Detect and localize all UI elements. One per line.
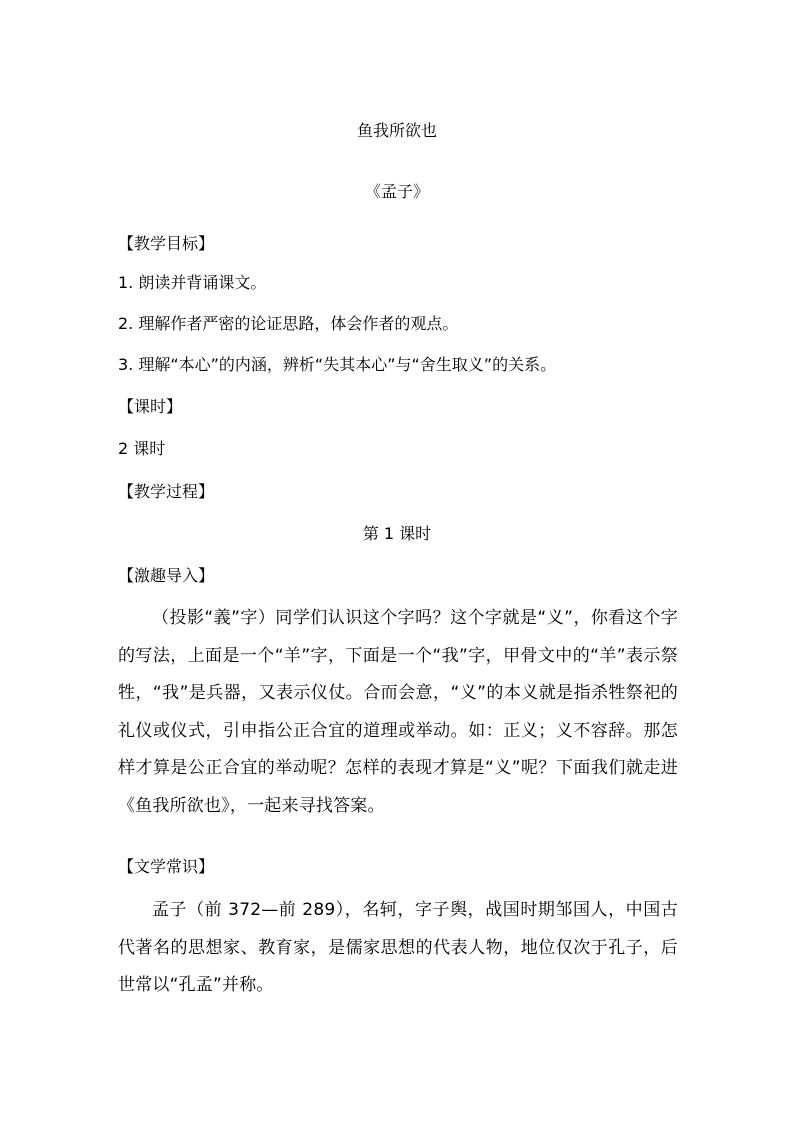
- hours-heading: 【课时】: [118, 397, 183, 416]
- document-author: 《孟子》: [364, 182, 429, 201]
- intro-heading: 【激趣导入】: [118, 566, 215, 585]
- objective-item: 2. 理解作者严密的论证思路，体会作者的观点。: [118, 314, 459, 333]
- hours-value: 2 课时: [118, 439, 166, 458]
- intro-paragraph: （投影“義”字）同学们认识这个字吗？这个字就是“义”，你看这个字的写法，上面是一个“羊”字，下面是一个“我”字，甲骨文中的“羊”表示祭牲，“我”是兵器，又表示仪仗。合而会意，“义”的本义就是指杀牲祭祀的礼仪或仪式，引申指公正合宜的道理或举动。如：正义；义不容辞。那怎样才算是公正合宜的举动呢？怎样的表现才算是“义”呢？下面我们就走进《鱼我所欲也》，一起来寻找答案。: [118, 608, 678, 816]
- lesson-title: 第 1 课时: [362, 524, 432, 543]
- objective-item: 1. 朗读并背诵课文。: [118, 273, 267, 292]
- literature-paragraph: 孟子（前 372—前 289），名轲，字子舆，战国时期邹国人，中国古代著名的思想家、教育家，是儒家思想的代表人物，地位仅次于孔子，后世常以“孔孟”并称。: [118, 900, 678, 996]
- document-title: 鱼我所欲也: [356, 121, 437, 140]
- process-heading: 【教学过程】: [118, 482, 215, 501]
- objectives-heading: 【教学目标】: [118, 234, 215, 253]
- literature-heading: 【文学常识】: [118, 857, 215, 876]
- objective-item: 3. 理解“本心”的内涵，辨析“失其本心”与“舍生取义”的关系。: [118, 355, 557, 374]
